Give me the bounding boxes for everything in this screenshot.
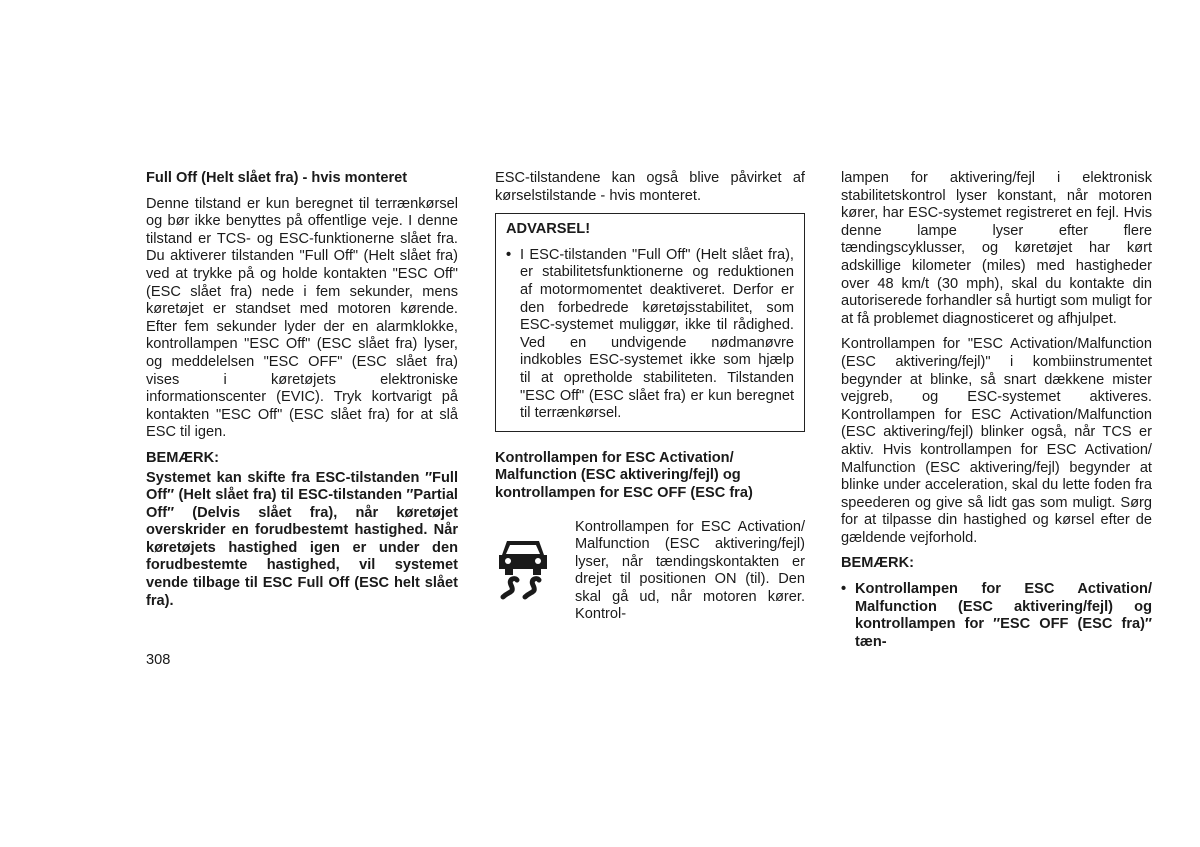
continued-paragraph: lampen for aktivering/fejl i elektronisk stabilitetskontrol lyser konstant, når motoren kører, har ESC-systemet registreret en fejl. Hvis denne lampe lyser efter flere tændingscyklusser, og køretøjet har kørt adskillige kilometer (miles) med hastigheder over 48 km/t (30 mph), skal du kontakte din autoriserede forhandler så hurtigt som muligt for at få problemet diagnosticeret og afhjulpet. bbox=[841, 170, 1152, 327]
intro-paragraph: ESC-tilstandene kan også blive påvirket af kørselstilstande - hvis monteret. bbox=[495, 170, 805, 204]
note-label: BEMÆRK: bbox=[146, 449, 219, 466]
indicator-paragraph: Kontrollampen for ESC Activation/ Malfunction (ESC aktivering/fejl) lyser, når tændingskontakten er drejet til positionen ON (til). Den skal gå ud, når motoren kører. Kontrol- bbox=[575, 518, 805, 623]
esc-skidding-car-icon bbox=[495, 519, 575, 611]
indicator-block bbox=[495, 519, 805, 625]
note-bullet-item bbox=[841, 581, 1152, 651]
bullet-marker: • bbox=[506, 246, 512, 263]
left-column bbox=[146, 170, 458, 610]
page-number: 308 bbox=[146, 652, 171, 668]
note-label-right: BEMÆRK: bbox=[841, 555, 914, 572]
warning-text: I ESC-tilstanden "Full Off" (Helt slået fra), er stabilitetsfunktionerne og reduktionen af motormomentet deaktiveret. Derfor er den forbedrede køretøjsstabilitet, som ESC-systemet muliggør, ikke til rådighed. Ved en undvigende nødmanøvre indkobles ESC-systemet ikke som hjælp til at opretholde stabiliteten. Tilstanden "ESC Off" (ESC slået fra) er kun beregnet til terrænkørsel. bbox=[520, 246, 794, 422]
middle-column bbox=[495, 170, 805, 624]
section-heading-indicator: Kontrollampen for ESC Activation/ Malfunction (ESC aktivering/fejl) og kontrollampen for ESC OFF (ESC fra) bbox=[495, 449, 753, 501]
section-heading-full-off: Full Off (Helt slået fra) - hvis monteret bbox=[146, 170, 408, 186]
note-text: Systemet kan skifte fra ESC-tilstanden ″Full Off″ (Helt slået fra) til ESC-tilstanden ″Partial Off″ (Delvis slået fra), når køretøjet overskrider en forudbestemt hastighed. Når køretøjets hastighed igen er under den forudbestemte hastighed, vil systemet vende tilbage til ESC Full Off (ESC helt slået fra). bbox=[146, 469, 458, 609]
note-bullet-text: Kontrollampen for ESC Activation/ Malfunction (ESC aktivering/fejl) og kontrollampen for ″ESC OFF (ESC fra)″ tæn- bbox=[855, 581, 1152, 650]
full-off-paragraph: Denne tilstand er kun beregnet til terrænkørsel og bør ikke benyttes på offentlige veje. I denne tilstand er TCS- og ESC-funktionerne slået fra. Du aktiverer tilstanden "Full Off" (Helt slået fra) ved at trykke på og holde kontakten "ESC Off" (ESC slået fra) nede i fem sekunder, mens køretøjet er standset med motoren kørende. Efter fem sekunder lyder der en alarmklokke, kontrollampen "ESC Off" (ESC slået fra) lyser, og meddelelsen "ESC OFF" (ESC slået fra) vises i køretøjets elektroniske informationscenter (EVIC). Tryk kortvarigt på kontakten "ESC Off" (ESC slået fra) for at slå ESC til igen. bbox=[146, 195, 458, 441]
warning-box bbox=[495, 213, 805, 432]
warning-title: ADVARSEL! bbox=[506, 221, 591, 238]
bullet-marker: • bbox=[841, 581, 847, 598]
blinking-paragraph: Kontrollampen for "ESC Activation/Malfunction (ESC aktivering/fejl)" i kombiinstrumentet begynder at blinke, så snart dækkene mister vejgreb, og ESC-systemet aktiveres. Kontrollampen for ESC Activation/Malfunction (ESC aktivering/fejl) blinker også, når TCS er aktiv. Hvis kontrollampen for ESC Activation/ Malfunction (ESC aktivering/fejl) begynder at blinke under acceleration, skal du lette foden fra speederen og give så lidt gas som muligt. Sørg for at tilpasse din hastighed og kørsel efter de gældende vejforhold. bbox=[841, 336, 1152, 546]
warning-bullet-item bbox=[506, 247, 794, 423]
right-column bbox=[841, 170, 1152, 651]
